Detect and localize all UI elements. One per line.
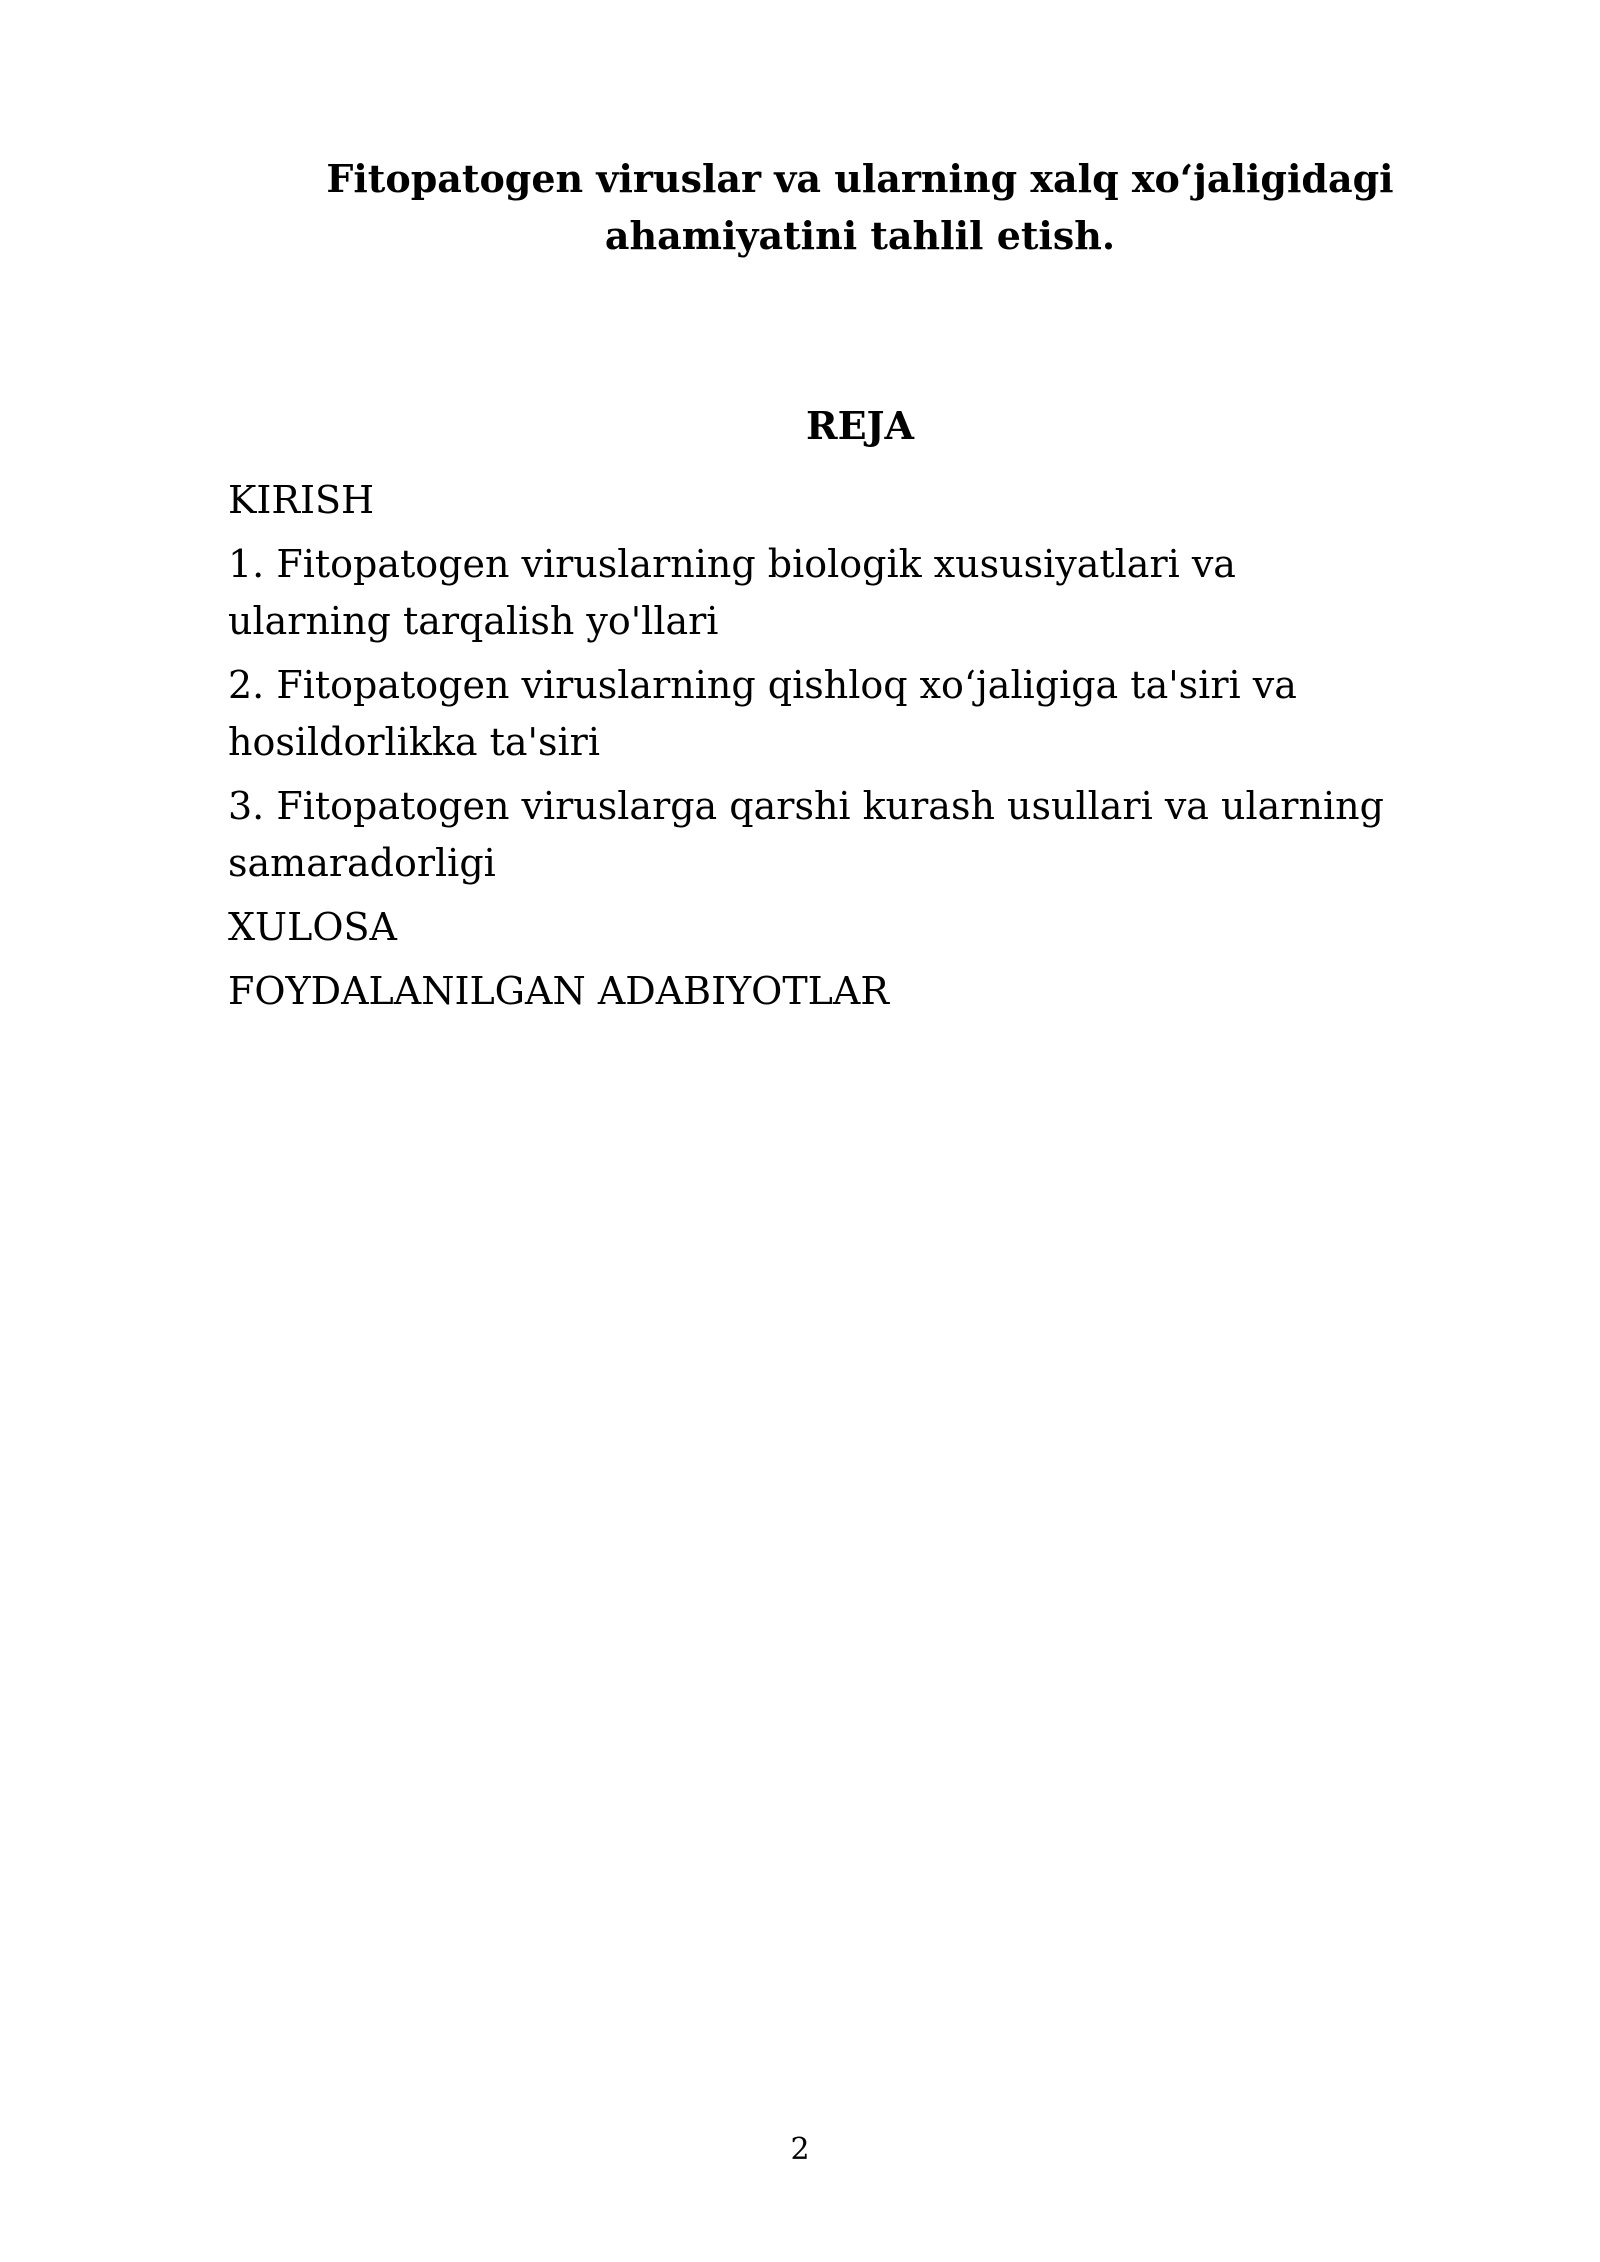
plan-heading: REJA [805, 403, 914, 448]
plan-item-conclusion: XULOSA [228, 905, 397, 949]
plan-item-introduction: KIRISH [228, 478, 375, 522]
plan-item-2: 2. Fitopatogen viruslarning qishloq xo‘jaligiga ta'siri va hosildorlikka ta'siri [228, 663, 1297, 764]
plan-item-3: 3. Fitopatogen viruslarga qarshi kurash usullari va ularning samaradorligi [228, 784, 1384, 885]
plan-item-references: FOYDALANILGAN ADABIYOTLAR [228, 969, 889, 1013]
plan-list [228, 472, 1408, 1027]
plan-item-1: 1. Fitopatogen viruslarning biologik xususiyatlari va ularning tarqalish yo'llari [228, 542, 1236, 643]
document-title-line-1: Fitopatogen viruslar va ularning xalq xo‘jaligidagi [326, 156, 1394, 201]
document-title-line-2: ahamiyatini tahlil etish. [604, 213, 1116, 258]
document-title [320, 150, 1400, 264]
page-number: 2 [790, 2132, 810, 2167]
